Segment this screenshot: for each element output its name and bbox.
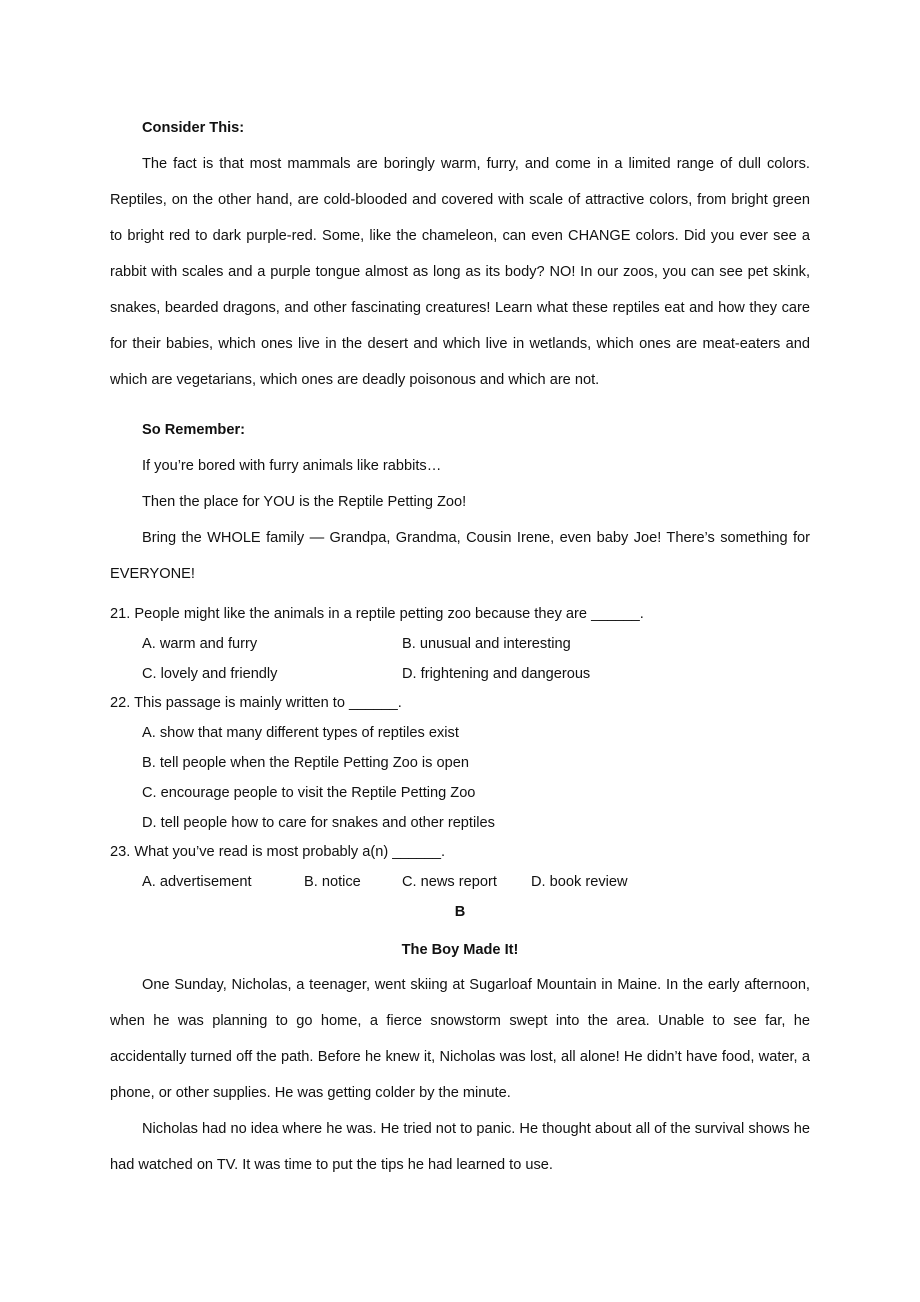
question-22-option-d: D. tell people how to care for snakes and other reptiles xyxy=(142,815,495,831)
question-21-option-c: C. lovely and friendly xyxy=(142,666,278,682)
question-23-option-d: D. book review xyxy=(531,874,628,890)
question-22-option-a: A. show that many different types of reptiles exist xyxy=(142,725,459,741)
question-23-option-b: B. notice xyxy=(304,874,361,890)
question-21-stem: 21. People might like the animals in a reptile petting zoo because they are ______. xyxy=(110,606,644,622)
consider-text: The fact is that most mammals are boringly warm, furry, and come in a limited range of dull colors. Reptiles, on the other hand, are cold-blooded and covered with scale of attractive colors, from bright green to bright red to dark purple-red. Some, like the chameleon, can even CHANGE colors. Did you ever see a rabbit with scales and a purple tongue almost as long as its body? NO! In our zoos, you can see pet skink, snakes, bearded dragons, and other fascinating creatures! Learn what these reptiles eat and how they care for their babies, which ones live in the desert and which live in wetlands, which ones are meat-eaters and which are vegetarians, which ones are deadly poisonous and which are not. xyxy=(110,156,810,388)
question-21-option-b: B. unusual and interesting xyxy=(402,636,571,652)
passage-b-paragraph-2: Nicholas had no idea where he was. He tried not to panic. He thought about all of the survival shows he had watched on TV. It was time to put the tips he had learned to use. xyxy=(110,1121,810,1173)
consider-paragraph xyxy=(110,146,810,398)
question-21-option-d: D. frightening and dangerous xyxy=(402,666,591,682)
question-23-stem: 23. What you’ve read is most probably a(n) ______. xyxy=(110,844,446,860)
remember-line-2: Then the place for YOU is the Reptile Petting Zoo! xyxy=(142,494,467,510)
question-21-option-a: A. warm and furry xyxy=(142,636,258,652)
remember-line-1: If you’re bored with furry animals like rabbits… xyxy=(142,458,442,474)
consider-heading: Consider This: xyxy=(142,120,245,136)
passage-b-body xyxy=(110,967,810,1183)
passage-b-title: The Boy Made It! xyxy=(401,942,519,958)
question-22-option-b: B. tell people when the Reptile Petting Zoo is open xyxy=(142,755,469,771)
remember-paragraph xyxy=(110,520,810,592)
question-23-option-a: A. advertisement xyxy=(142,874,252,890)
passage-b-paragraph-1: One Sunday, Nicholas, a teenager, went skiing at Sugarloaf Mountain in Maine. In the early afternoon, when he was planning to go home, a fierce snowstorm swept into the area. Unable to see far, he accidentally turned off the path. Before he knew it, Nicholas was lost, all alone! He didn’t have food, water, a phone, or other supplies. He was getting colder by the minute. xyxy=(110,977,810,1101)
remember-heading: So Remember: xyxy=(142,422,245,438)
question-23-option-c: C. news report xyxy=(402,874,497,890)
question-22-option-c: C. encourage people to visit the Reptile Petting Zoo xyxy=(142,785,476,801)
remember-text: Bring the WHOLE family — Grandpa, Grandma, Cousin Irene, even baby Joe! There’s something for EVERYONE! xyxy=(110,530,810,582)
passage-b-label: B xyxy=(454,904,466,920)
question-22-stem: 22. This passage is mainly written to ______. xyxy=(110,695,402,711)
